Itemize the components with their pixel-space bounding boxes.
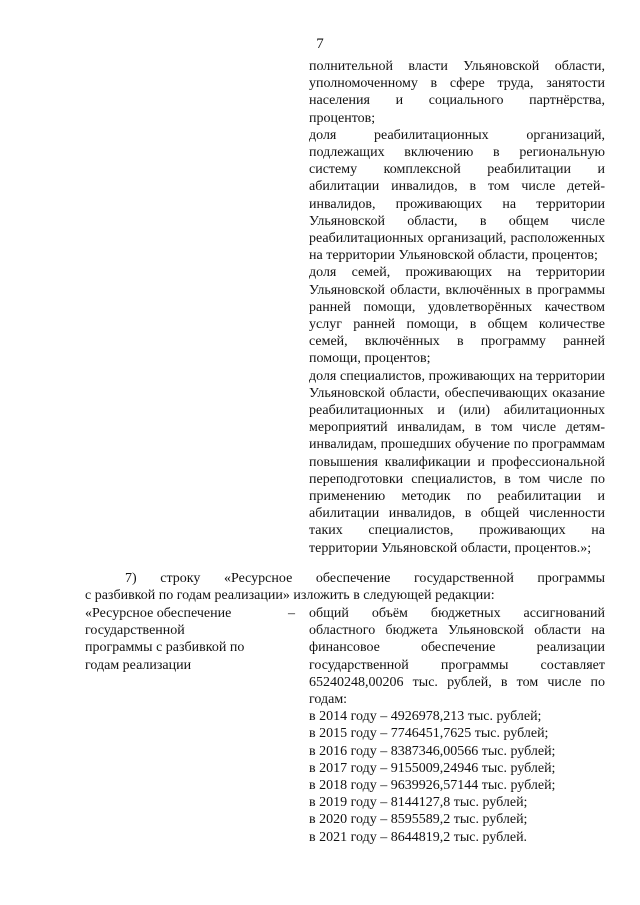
amendment-item-7 [85, 570, 605, 604]
year-item: в 2017 году – 9155009,24946 тыс. рублей; [309, 760, 556, 776]
continued-indicators-list [309, 58, 605, 557]
resource-label-text: «Ресурсное обеспечение государственной программы с разбивкой по годам реализации [85, 606, 245, 673]
resource-label [85, 605, 295, 674]
year-item: в 2015 году – 7746451,7625 тыс. рублей; [309, 726, 549, 742]
indicator-paragraph: полнительной власти Ульяновской области, уполномоченному в сфере труда, занятости населения и социального партнёрства, процентов; [309, 59, 605, 126]
year-item: в 2018 году – 9639926,57144 тыс. рублей; [309, 778, 556, 794]
funding-intro: общий объём бюджетных ассигнований областного бюджета Ульяновской области на финансовое обеспечение реализации государственной программы составляет 65240248,00206 тыс. рублей, в том числе по годам: [309, 606, 605, 708]
label-dash: – [288, 606, 295, 621]
amendment-line-2: с разбивкой по годам реализации» изложить в следующей редакции: [85, 588, 495, 604]
year-item: в 2019 году – 8144127,8 тыс. рублей; [309, 795, 528, 811]
indicator-paragraph: доля специалистов, проживающих на территории Ульяновской области, обеспечивающих оказание реабилитационных и (или) абилитационных мероприятий инвалидам, в том числе детям-инвалидам, прошедших обучение по программам повышения квалификации и профессиональной переподготовки специалистов, в том числе по применению методик по реабилитации и абилитации инвалидов, в общей численности таких специалистов, проживающих на территории Ульяновской области, процентов.»; [309, 368, 605, 556]
yearly-funding-list [309, 708, 605, 846]
amendment-line-1: 7) строку «Ресурсное обеспечение государственной программы [125, 571, 605, 586]
year-item: в 2020 году – 8595589,2 тыс. рублей; [309, 812, 528, 828]
year-item: в 2014 году – 4926978,213 тыс. рублей; [309, 709, 542, 725]
funding-block [309, 605, 605, 846]
page-number: 7 [316, 36, 324, 52]
indicator-paragraph: доля реабилитационных организаций, подлежащих включению в региональную систему комплексной реабилитации и абилитации инвалидов, в том числе детей-инвалидов, проживающих на территории Ульяновской области, в общем числе реабилитационных организаций, расположенных на территории Ульяновской области, процентов; [309, 127, 605, 264]
indicator-paragraph: доля семей, проживающих на территории Ульяновской области, включённых в программы ранней помощи, удовлетворённых качеством услуг ранней помощи, в общем количестве семей, включённых в программу ранней помощи, процентов; [309, 265, 605, 367]
year-item: в 2021 году – 8644819,2 тыс. рублей. [309, 829, 528, 845]
year-item: в 2016 году – 8387346,00566 тыс. рублей; [309, 743, 556, 759]
